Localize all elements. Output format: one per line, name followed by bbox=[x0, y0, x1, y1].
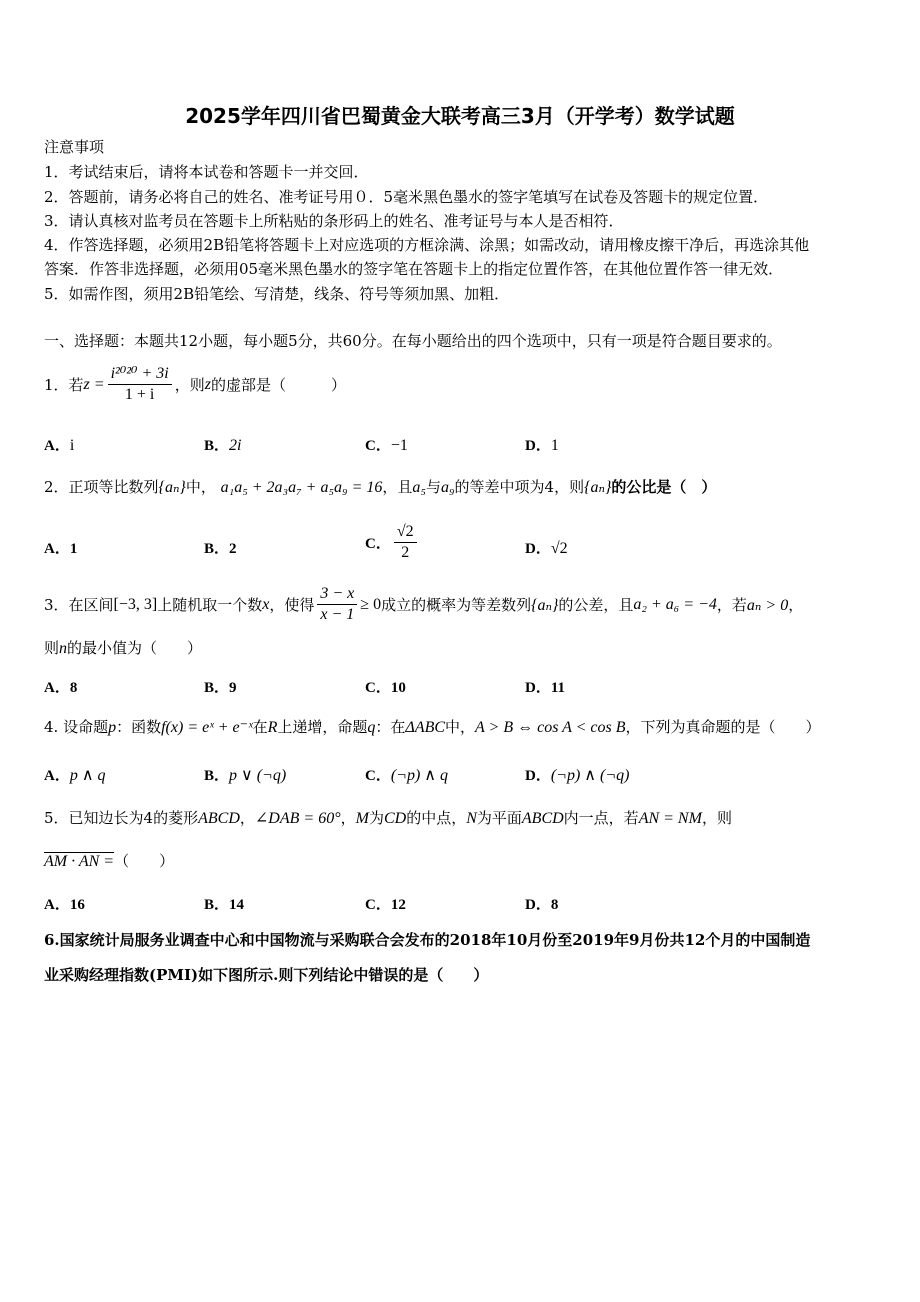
q5-text: （ ） bbox=[114, 852, 175, 870]
option-letter: C． bbox=[365, 536, 391, 552]
option-text: 2i bbox=[229, 437, 242, 454]
q2-option-d bbox=[525, 537, 568, 558]
option-letter: A． bbox=[44, 897, 70, 913]
option-letter: B． bbox=[204, 438, 230, 454]
q4-p: p bbox=[108, 719, 117, 736]
option-text: 8 bbox=[69, 680, 78, 696]
q3-x: x bbox=[262, 595, 270, 613]
note-item: 答案．作答非选择题，必须用05毫米黑色墨水的签字笔在答题卡上的指定位置作答，在其他位置作答一律无效． bbox=[44, 260, 784, 278]
q5-text: 为平面 bbox=[476, 809, 522, 827]
question-1 bbox=[44, 364, 346, 405]
option-text: 9 bbox=[229, 680, 237, 696]
q3-text: ， bbox=[788, 596, 804, 614]
q5-option-b bbox=[204, 893, 244, 914]
q4-condition: A > B ⇔ cos A < cos B bbox=[475, 719, 626, 736]
q5-M: M bbox=[355, 810, 369, 827]
q4-function: f(x) = eˣ + e⁻ˣ bbox=[161, 719, 253, 736]
option-text: 16 bbox=[69, 897, 85, 913]
q3-text: 的最小值为（ ） bbox=[67, 639, 203, 657]
q2-option-c-fraction bbox=[394, 522, 417, 563]
option-text: (¬p) ∧ (¬q) bbox=[550, 767, 630, 784]
q1-suffix: ，则 bbox=[174, 376, 205, 394]
q5-abcd: ABCD bbox=[521, 810, 564, 827]
option-text: 10 bbox=[390, 680, 406, 696]
q5-abcd: ABCD bbox=[198, 810, 240, 827]
q3-option-c bbox=[365, 676, 406, 697]
q2-option-c bbox=[365, 522, 420, 563]
q2-a5: a₅ bbox=[412, 479, 426, 496]
q1-tail: 的虚部是（ ） bbox=[210, 376, 346, 394]
q4-option-b bbox=[204, 764, 286, 785]
q2-text: 2．正项等比数列 bbox=[44, 478, 159, 496]
fraction-denominator: 2 bbox=[401, 544, 410, 561]
q3-text: ，使得 bbox=[269, 596, 315, 614]
fraction-denominator: x − 1 bbox=[320, 606, 355, 623]
option-letter: D． bbox=[525, 680, 551, 696]
q5-text: ， bbox=[340, 809, 356, 827]
question-3-line2 bbox=[44, 637, 202, 658]
question-6: 6.国家统计局服务业调查中心和中国物流与采购联合会发布的2018年10月份至2019年9月份共12个月的中国制造 bbox=[44, 931, 811, 949]
fraction-numerator: 3 − x bbox=[317, 584, 357, 605]
q3-seq: {aₙ} bbox=[531, 596, 559, 614]
fraction-numerator: √2 bbox=[394, 522, 417, 543]
q2-equation: a₁a₅ + 2a₃a₇ + a₅a₉ = 16 bbox=[220, 479, 383, 496]
option-text: 2 bbox=[229, 541, 237, 557]
q3-option-b bbox=[204, 676, 237, 697]
q2-text: 与 bbox=[425, 478, 441, 496]
note-item: 4．作答选择题，必须用2B铅笔将答题卡上对应选项的方框涂满、涂黑；如需改动，请用橡皮擦干净后，再选涂其他 bbox=[44, 236, 810, 254]
question-5-line2 bbox=[44, 850, 174, 871]
page-title: 2025学年四川省巴蜀黄金大联考高三3月（开学考）数学试题 bbox=[185, 104, 735, 128]
section-heading: 一、选择题：本题共12小题，每小题5分，共60分。在每小题给出的四个选项中，只有一项是符合题目要求的。 bbox=[44, 332, 782, 350]
q2-a9: a₉ bbox=[440, 479, 455, 496]
q5-CD: CD bbox=[383, 810, 407, 827]
q4-text: 在 bbox=[252, 718, 268, 736]
q2-text: ，且 bbox=[382, 478, 413, 496]
q1-option-a bbox=[44, 434, 74, 455]
option-letter: B． bbox=[204, 897, 230, 913]
note-item: 5．如需作图，须用2B铅笔绘、写清楚，线条、符号等须加黑、加粗． bbox=[44, 285, 510, 303]
q1-fraction bbox=[108, 364, 172, 405]
q5-N: N bbox=[466, 810, 477, 827]
q3-option-a bbox=[44, 676, 77, 697]
q5-text: 内一点，若 bbox=[563, 809, 639, 827]
q5-text: ，则 bbox=[701, 809, 732, 827]
option-text: (¬p) ∧ q bbox=[390, 767, 449, 784]
question-2 bbox=[44, 476, 716, 497]
q3-text: 的公差，且 bbox=[558, 596, 634, 614]
option-letter: D． bbox=[525, 438, 551, 454]
q5-option-c bbox=[365, 893, 406, 914]
q4-q: q bbox=[367, 719, 376, 736]
q1-prefix: 1．若 bbox=[44, 376, 84, 394]
q3-ge: ≥ 0 bbox=[360, 595, 382, 613]
q5-text: 的中点， bbox=[406, 809, 467, 827]
option-text: 12 bbox=[390, 897, 406, 913]
q3-an: aₙ > 0 bbox=[746, 596, 789, 614]
q2-seq: {aₙ} bbox=[584, 479, 612, 496]
option-letter: C． bbox=[365, 768, 391, 784]
q5-dot-product: AM · AN = bbox=[44, 853, 115, 870]
option-text: 1 bbox=[69, 541, 78, 557]
q3-equation: a₂ + a₆ = −4 bbox=[633, 595, 717, 613]
q4-triangle: ΔABC bbox=[405, 719, 446, 736]
note-item: 2．答题前，请务必将自己的姓名、准考证号用０．5毫米黑色墨水的签字笔填写在试卷及答题卡的规定位置． bbox=[44, 188, 769, 206]
notes-heading: 注意事项 bbox=[44, 138, 105, 156]
note-item: 3．请认真核对监考员在答题卡上所粘贴的条形码上的姓名、准考证号与本人是否相符． bbox=[44, 212, 624, 230]
option-text: i bbox=[69, 437, 75, 454]
q5-equation: AN = NM bbox=[638, 810, 702, 827]
option-letter: D． bbox=[525, 897, 551, 913]
option-text: p ∨ (¬q) bbox=[229, 767, 287, 784]
q4-option-c bbox=[365, 764, 448, 785]
option-letter: A． bbox=[44, 768, 70, 784]
q2-text: 的公比是（ ） bbox=[611, 478, 717, 496]
option-letter: C． bbox=[365, 897, 391, 913]
option-text: −1 bbox=[390, 437, 408, 454]
q1-option-b bbox=[204, 434, 241, 455]
option-letter: A． bbox=[44, 541, 70, 557]
q5-text: 5．已知边长为4的菱形 bbox=[44, 809, 199, 827]
option-letter: B． bbox=[204, 541, 230, 557]
q1-denominator: 1 + i bbox=[124, 386, 155, 403]
q1-z: z = bbox=[83, 375, 105, 393]
q4-R: R bbox=[267, 719, 278, 736]
option-letter: D． bbox=[525, 541, 551, 557]
q1-numerator: i²⁰²⁰ + 3i bbox=[108, 364, 172, 385]
option-letter: C． bbox=[365, 438, 391, 454]
q4-option-d bbox=[525, 764, 629, 785]
option-letter: D． bbox=[525, 768, 551, 784]
question-3 bbox=[44, 584, 803, 625]
q4-text: 4. 设命题 bbox=[44, 718, 109, 736]
q3-text: ，若 bbox=[716, 596, 747, 614]
q3-text: 则 bbox=[44, 639, 60, 657]
option-text: 11 bbox=[550, 680, 566, 696]
q3-interval: [−3, 3] bbox=[113, 595, 158, 613]
q2-text: 中， bbox=[185, 478, 216, 496]
option-text: 1 bbox=[550, 437, 559, 454]
q3-option-d bbox=[525, 676, 565, 697]
question-6-line2: 业采购经理指数(PMI)如下图所示.则下列结论中错误的是（ ） bbox=[44, 966, 489, 984]
q4-option-a bbox=[44, 764, 106, 785]
q3-n: n bbox=[59, 640, 68, 657]
option-letter: A． bbox=[44, 680, 70, 696]
option-letter: B． bbox=[204, 768, 230, 784]
q2-text: 的等差中项为4，则 bbox=[454, 478, 585, 496]
q5-text: ， bbox=[239, 809, 255, 827]
q4-text: ：在 bbox=[375, 718, 406, 736]
question-5 bbox=[44, 807, 732, 828]
option-text: √2 bbox=[550, 540, 568, 557]
note-item: 1．考试结束后，请将本试卷和答题卡一并交回． bbox=[44, 163, 369, 181]
q4-text: 上递增，命题 bbox=[277, 718, 368, 736]
q5-option-a bbox=[44, 893, 85, 914]
q5-option-d bbox=[525, 893, 558, 914]
option-text: p ∧ q bbox=[69, 767, 106, 784]
question-4 bbox=[44, 716, 821, 737]
option-text: 8 bbox=[550, 897, 559, 913]
option-letter: A． bbox=[44, 438, 70, 454]
q2-option-a bbox=[44, 537, 77, 558]
q2-option-b bbox=[204, 537, 237, 558]
q4-text: 中， bbox=[445, 718, 476, 736]
q2-seq: {aₙ} bbox=[158, 479, 186, 496]
q4-text: ，下列为真命题的是（ ） bbox=[625, 718, 821, 736]
q1-option-d bbox=[525, 434, 559, 455]
q3-text: 3．在区间 bbox=[44, 596, 114, 614]
q4-text: ：函数 bbox=[116, 718, 162, 736]
option-letter: C． bbox=[365, 680, 391, 696]
q5-angle: ∠DAB = 60° bbox=[254, 810, 341, 827]
option-letter: B． bbox=[204, 680, 230, 696]
q1-zvar: z bbox=[204, 375, 211, 393]
q5-text: 为 bbox=[368, 809, 384, 827]
q3-text: 上随机取一个数 bbox=[157, 596, 263, 614]
q1-option-c bbox=[365, 434, 408, 455]
q3-fraction bbox=[317, 584, 357, 625]
q3-text: 成立的概率为等差数列 bbox=[381, 596, 532, 614]
option-text: 14 bbox=[229, 897, 245, 913]
